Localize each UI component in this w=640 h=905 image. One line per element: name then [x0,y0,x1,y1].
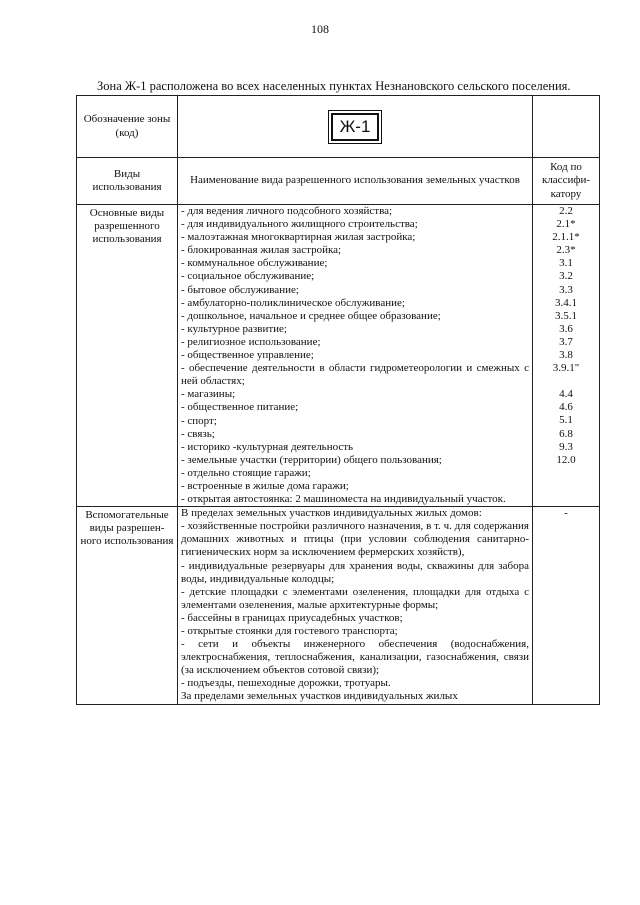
main-use-item: - дошкольное, начальное и среднее общее образование; [181,309,441,322]
zone-code-box: Ж-1 [331,113,380,141]
classifier-code: 5.1 [559,414,573,427]
col-header-use-name: Наименование вида разрешенного использования земельных участков [178,158,533,205]
main-use-item: - обеспечение деятельности в области гидрометеорологии и смежных с ней областях; [181,362,529,388]
classifier-code: 3.5.1 [555,309,577,322]
main-use-item: - амбулаторно-поликлиническое обслуживание; [181,296,405,309]
main-use-item: - связь; [181,427,215,440]
main-use-item: - открытая автостоянка: 2 машиноместа на индивидуальный участок. [181,493,506,506]
zone-code-cell [178,96,533,158]
classifier-code: 3.8 [559,349,573,362]
zone-label-cell: Обозначение зоны (код) [77,96,178,158]
aux-uses-list [178,507,533,704]
classifier-code: 3.3 [559,283,573,296]
main-use-item: - встроенные в жилые дома гаражи; [181,479,349,492]
classifier-code: 3.1 [559,257,573,270]
main-use-item: - для ведения личного подсобного хозяйства; [181,205,393,217]
classifier-code: 9.3 [559,440,573,453]
classifier-code: 3.6 [559,322,573,335]
aux-use-item: - бассейны в границах приусадебных участков; [181,611,403,624]
main-use-item: - бытовое обслуживание; [181,283,299,296]
classifier-code: 4.4 [559,388,573,401]
main-codes-list [533,205,600,507]
main-use-item: - блокированная жилая застройка; [181,244,342,257]
aux-category-cell: Вспомогательные виды разрешен-ного использования [77,507,178,704]
main-category-cell: Основные виды разрешенного использования [77,205,178,507]
classifier-code: 2.1.1* [552,231,580,244]
main-use-item: - спорт; [181,414,217,427]
classifier-code: 3.9.1" [552,362,580,375]
main-use-item: - земельные участки (территории) общего пользования; [181,453,442,466]
aux-code-cell [533,507,600,704]
classifier-code: 3.2 [559,270,573,283]
main-use-item: - отдельно стоящие гаражи; [181,466,311,479]
main-use-item: - культурное развитие; [181,322,287,335]
classifier-code: 3.4.1 [555,296,577,309]
aux-use-item: - индивидуальные резервуары для хранения воды, скважины для забора воды, индивидуальные колодцы; [181,559,529,585]
classifier-code: 2.3* [556,244,576,257]
main-use-item: - общественное питание; [181,401,299,414]
zone-row [77,96,600,158]
main-use-item: - общественное управление; [181,349,314,362]
main-uses-row [77,205,600,507]
main-use-item: - магазины; [181,388,236,401]
aux-code: - [564,507,568,520]
page-number: 108 [311,22,329,36]
zone-empty-cell [533,96,600,158]
classifier-code: 4.6 [559,401,573,414]
col-header-code: Код по классифи-катору [533,158,600,205]
classifier-code: 3.7 [559,335,573,348]
header-row [77,158,600,205]
main-use-item: - историко -культурная деятельность [181,440,354,453]
aux-use-item: - детские площадки с элементами озеленения, площадки для отдыха с элементами озеленения, малые архитектурные формы; [181,585,529,611]
aux-use-item: - сети и объекты инженерного обеспечения (водоснабжения, электроснабжения, теплоснабжения, канализации, газоснабжения, связи (за исключением объектов сотовой связи); [181,638,529,677]
main-use-item: - коммунальное обслуживание; [181,257,328,270]
classifier-code: 12.0 [556,453,576,466]
col-header-use-types: Виды использования [77,158,178,205]
main-uses-list [178,205,533,507]
aux-use-item: - открытые стоянки для гостевого транспорта; [181,625,398,637]
main-use-item: - малоэтажная многоквартирная жилая застройка; [181,231,416,244]
intro-paragraph: Зона Ж-1 расположена во всех населенных пунктах Незнановского сельского поселения. [97,78,571,93]
main-use-item: - социальное обслуживание; [181,270,315,283]
classifier-code: 2.2 [559,205,573,217]
aux-use-item: - подъезды, пешеходные дорожки, тротуары. [181,677,391,690]
zone-table [76,95,600,705]
classifier-code: 2.1* [556,218,576,231]
aux-uses-row [77,507,600,704]
aux-outro: За пределами земельных участков индивидуальных жилых [181,690,458,703]
classifier-code: 6.8 [559,427,573,440]
main-use-item: - религиозное использование; [181,335,321,348]
aux-use-item: - хозяйственные постройки различного назначения, в т. ч. для содержания домашних животных и птицы (при условии соблюдения санитарно-гигиенических норм за исключением фермерских хозяйств), [181,520,529,559]
aux-intro: В пределах земельных участков индивидуальных жилых домов: [181,507,482,520]
main-use-item: - для индивидуального жилищного строительства; [181,218,418,231]
